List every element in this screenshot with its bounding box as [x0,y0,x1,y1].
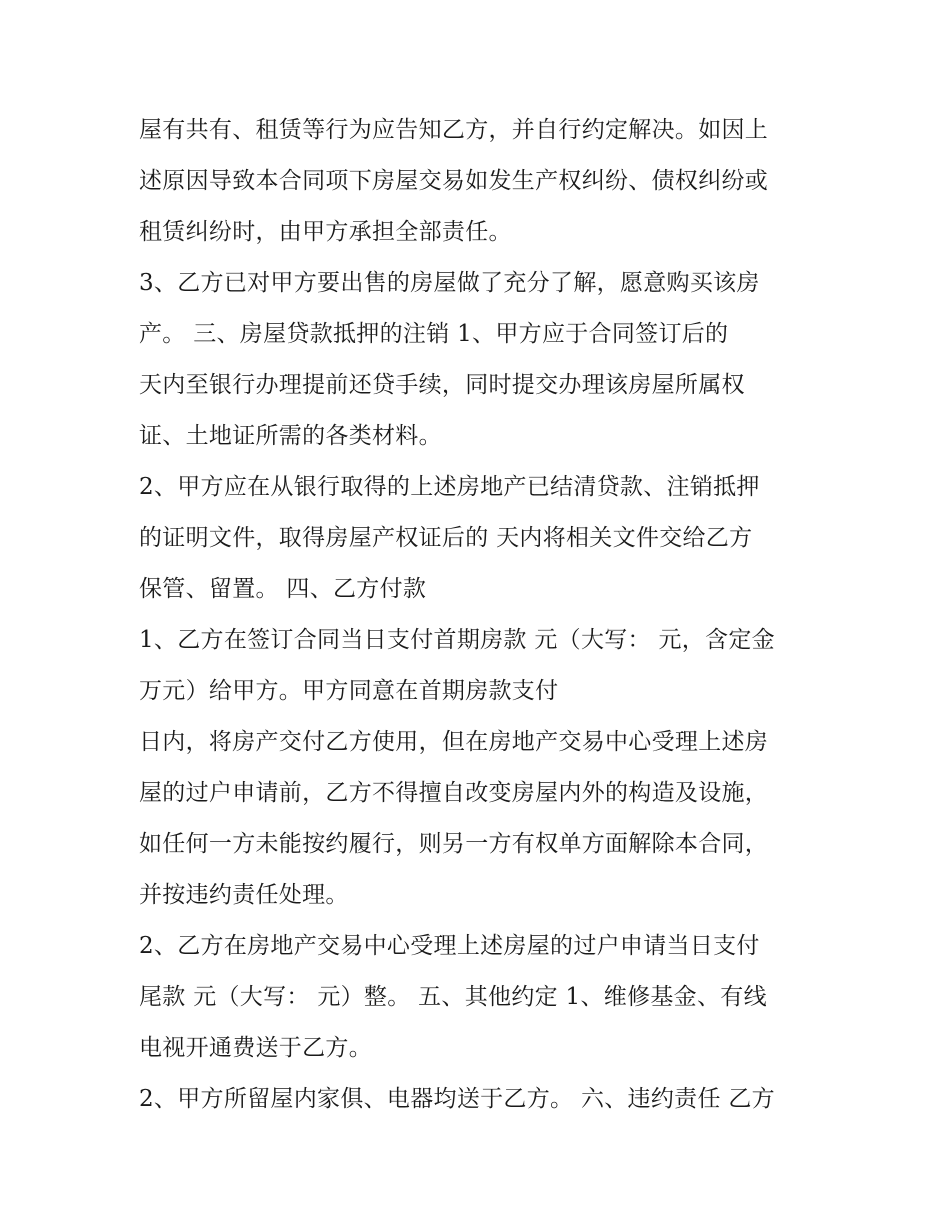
text-line: 屋的过户申请前，乙方不得擅自改变房屋内外的构造及设施， [139,780,769,806]
text-line: 万元）给甲方。甲方同意在首期房款支付 [139,678,559,704]
text-line: 的证明文件，取得房屋产权证后的 天内将相关文件交给乙方 [139,525,753,551]
text-line: 电视开通费送于乙方。 [139,1035,372,1061]
text-line: 述原因导致本合同项下房屋交易如发生产权纠纷、债权纠纷或 [139,168,769,194]
text-line: 证、土地证所需的各类材料。 [139,423,442,449]
text-line: 并按违约责任处理。 [139,882,349,908]
text-line: 保管、留置。 四、乙方付款 [139,576,427,602]
text-line: 租赁纠纷时，由甲方承担全部责任。 [139,219,512,245]
text-line: 日内，将房产交付乙方使用，但在房地产交易中心受理上述房 [139,729,769,755]
text-line: 2、甲方所留屋内家俱、电器均送于乙方。 六、违约责任 乙方 [139,1086,775,1112]
text-line: 屋有共有、租赁等行为应告知乙方，并自行约定解决。如因上 [139,117,769,143]
text-line: 尾款 元（大写： 元）整。 五、其他约定 1、维修基金、有线 [139,984,767,1010]
text-line: 2、乙方在房地产交易中心受理上述房屋的过户申请当日支付 [139,933,760,959]
text-line: 1、乙方在签订合同当日支付首期房款 元（大写： 元，含定金 [139,627,775,653]
text-line: 天内至银行办理提前还贷手续，同时提交办理该房屋所属权 [139,372,745,398]
text-line: 2、甲方应在从银行取得的上述房地产已结清贷款、注销抵押 [139,474,760,500]
text-line: 如任何一方未能按约履行，则另一方有权单方面解除本合同， [139,831,769,857]
text-line: 产。 三、房屋贷款抵押的注销 1、甲方应于合同签订后的 [139,321,729,347]
text-line: 3、乙方已对甲方要出售的房屋做了充分了解，愿意购买该房 [139,270,760,296]
contract-text-block [139,105,829,1125]
